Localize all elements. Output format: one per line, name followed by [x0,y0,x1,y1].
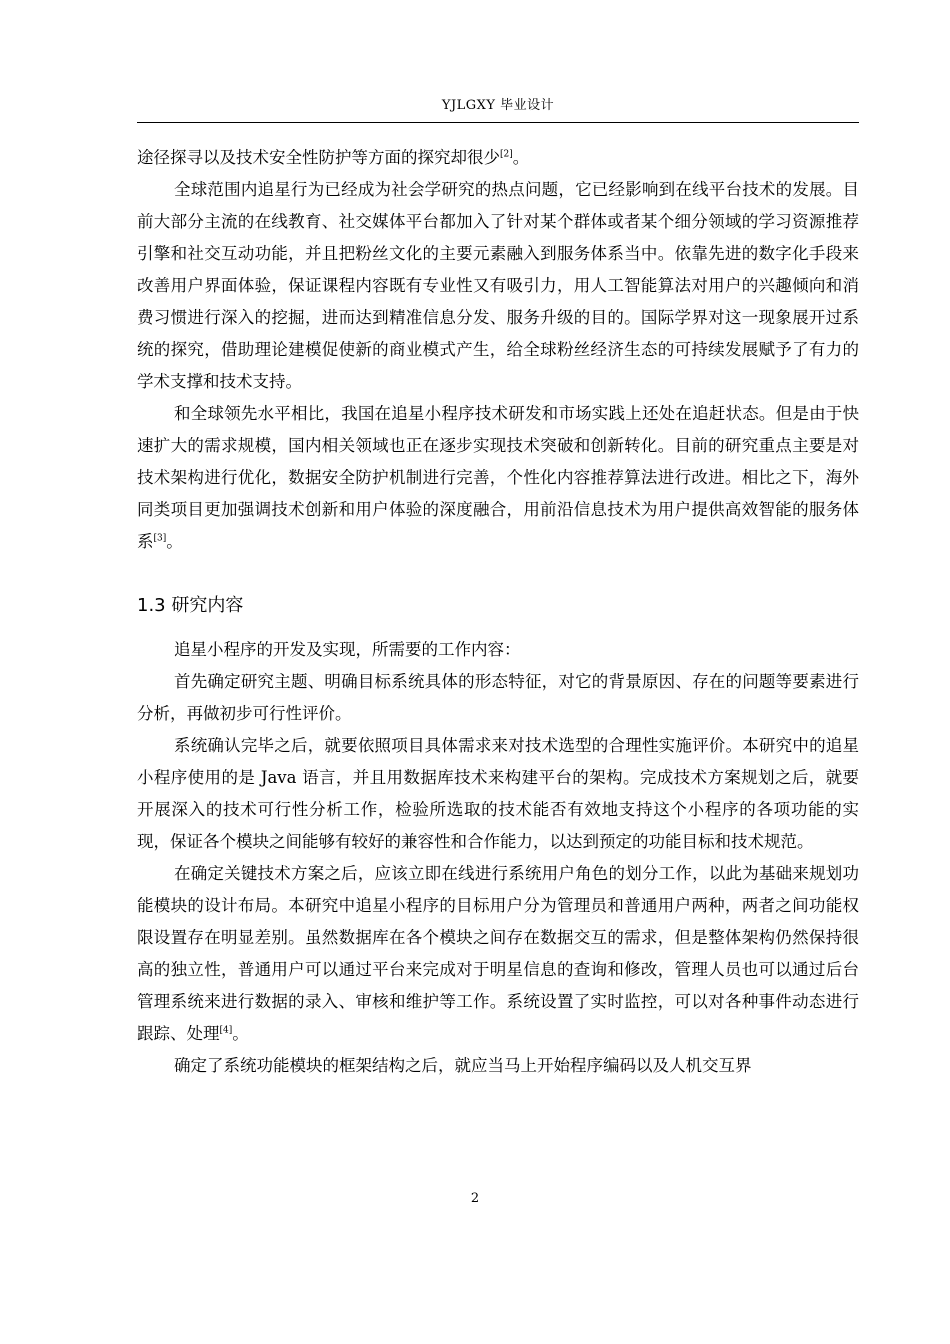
document-body [137,142,859,1082]
paragraph [137,666,859,730]
paragraph [137,858,859,1050]
paragraph [137,634,859,666]
citation-marker: [4] [219,1025,233,1036]
page-header [137,96,859,122]
header-divider [137,122,859,123]
citation-marker: [2] [500,149,513,160]
paragraph-text: 全球范围内追星行为已经成为社会学研究的热点问题，它已经影响到在线平台技术的发展。目前大部分主流的在线教育、社交媒体平台都加入了针对某个群体或者某个细分领域的学习资源推荐引擎和社交互动功能，并且把粉丝文化的主要元素融入到服务体系当中。依靠先进的数字化手段来改善用户界面体验，保证课程内容既有专业性又有吸引力，用人工智能算法对用户的兴趣倾向和消费习惯进行深入的挖掘，进而达到精准信息分发、服务升级的目的。国际学界对这一现象展开过系统的探究，借助理论建模促使新的商业模式产生，给全球粉丝经济生态的可持续发展赋予了有力的学术支撑和技术支持。 [137,180,859,391]
paragraph-end-punctuation: 。 [232,1024,249,1043]
page-number: 2 [470,1191,480,1206]
paragraph-text: 首先确定研究主题、明确目标系统具体的形态特征，对它的背景原因、存在的问题等要素进行分析，再做初步可行性评价。 [137,672,859,723]
paragraph [137,398,859,558]
paragraph-text: 确定了系统功能模块的框架结构之后，就应当马上开始程序编码以及人机交互界 [174,1056,752,1075]
paragraph-end-punctuation: 。 [512,148,530,167]
paragraph-text: 系统确认完毕之后，就要依照项目具体需求来对技术选型的合理性实施评价。本研究中的追星小程序使用的是 Java 语言，并且用数据库技术来构建平台的架构。完成技术方案规划之后，就要开展深入的技术可行性分析工作，检验所选取的技术能否有效地支持这个小程序的各项功能的实现，保证各个模块之间能够有较好的兼容性和合作能力，以达到预定的功能目标和技术规范。 [137,736,859,851]
paragraph-end-punctuation: 。 [166,532,183,551]
paragraph [137,1050,859,1082]
paragraph-text: 途径探寻以及技术安全性防护等方面的探究却很少 [137,148,500,167]
header-title: YJLGXY 毕业设计 [441,98,555,113]
section-heading: 1.3 研究内容 [137,595,244,616]
paragraph-text: 在确定关键技术方案之后，应该立即在线进行系统用户角色的划分工作，以此为基础来规划功能模块的设计布局。本研究中追星小程序的目标用户分为管理员和普通用户两种，两者之间功能权限设置存在明显差别。虽然数据库在各个模块之间存在数据交互的需求，但是整体架构仍然保持很高的独立性，普通用户可以通过平台来完成对于明星信息的查询和修改，管理人员也可以通过后台管理系统来进行数据的录入、审核和维护等工作。系统设置了实时监控，可以对各种事件动态进行跟踪、处理 [137,864,859,1043]
paragraph-text: 追星小程序的开发及实现，所需要的工作内容： [174,640,521,659]
paragraph [137,174,859,398]
paragraph [137,142,859,174]
paragraph [137,730,859,858]
paragraphs-after-section [137,634,859,1082]
citation-marker: [3] [153,533,167,544]
paragraphs-before-section [137,142,859,558]
paragraph-text: 和全球领先水平相比，我国在追星小程序技术研发和市场实践上还处在追赶状态。但是由于快速扩大的需求规模，国内相关领域也正在逐步实现技术突破和创新转化。目前的研究重点主要是对技术架构进行优化，数据安全防护机制进行完善，个性化内容推荐算法进行改进。相比之下，海外同类项目更加强调技术创新和用户体验的深度融合，用前沿信息技术为用户提供高效智能的服务体系 [137,404,859,551]
